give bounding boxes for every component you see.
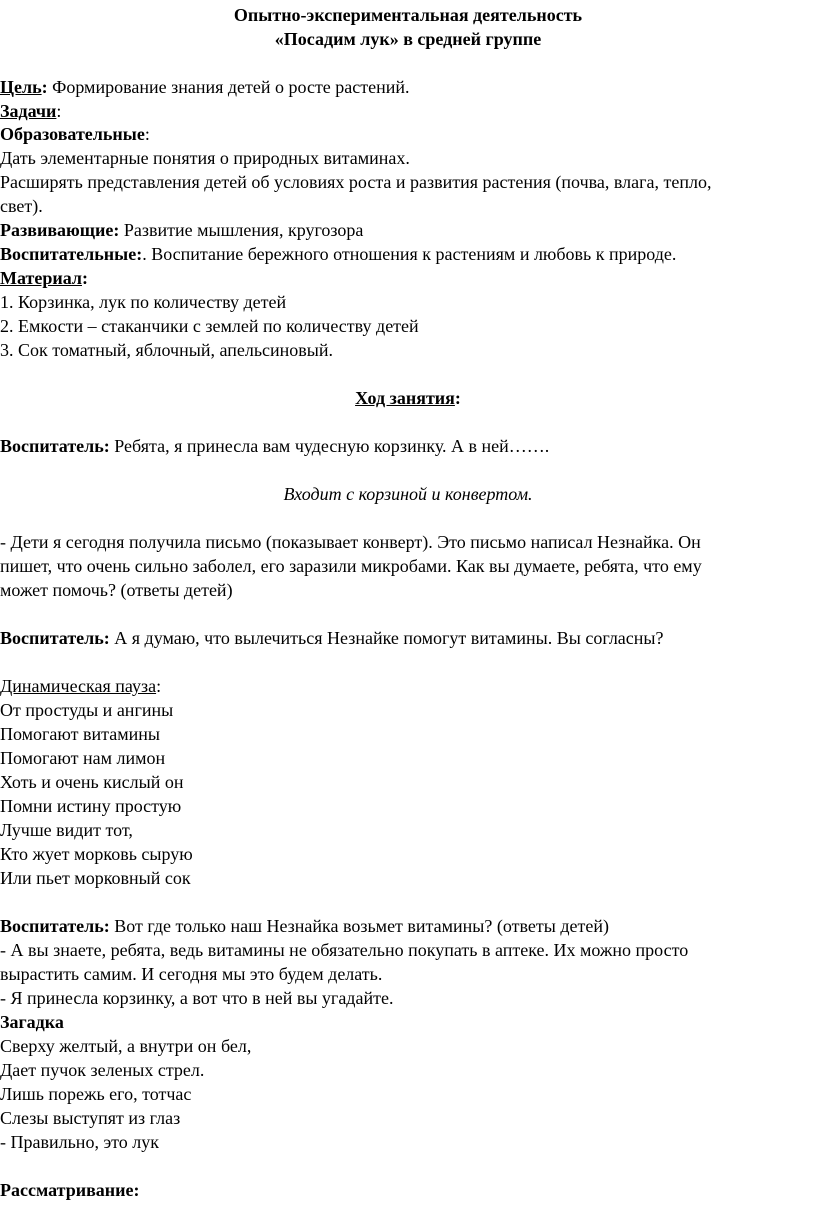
poem-line: Помогают витамины xyxy=(0,724,160,744)
material-item: 3. Сок томатный, яблочный, апельсиновый. xyxy=(0,340,334,360)
lesson-heading: Ход занятия: xyxy=(355,388,461,408)
riddle-line: Слезы выступят из глаз xyxy=(0,1108,181,1128)
material-heading: Материал: xyxy=(0,268,88,288)
goal-line: Цель: Формирование знания детей о росте растений. xyxy=(0,77,410,97)
material-item: 2. Емкости – стаканчики с землей по количеству детей xyxy=(0,316,419,336)
poem-line: Помогают нам лимон xyxy=(0,748,166,768)
poem-line: Хоть и очень кислый он xyxy=(0,772,184,792)
poem-line: Помни истину простую xyxy=(0,796,182,816)
educational-line-1: Дать элементарные понятия о природных витаминах. xyxy=(0,148,410,168)
teacher-paragraph-2: Воспитатель: А я думаю, что вылечиться Незнайке помогут витамины. Вы согласны? xyxy=(0,628,664,648)
dynamic-pause-heading: Динамическая пауза: xyxy=(0,676,162,696)
poem-line: Или пьет морковный сок xyxy=(0,868,191,888)
riddle-line: Лишь порежь его, тотчас xyxy=(0,1084,192,1104)
teacher-paragraph-3: Воспитатель: Вот где только наш Незнайка возьмет витамины? (ответы детей) xyxy=(0,916,609,936)
developing-line: Развивающие: Развитие мышления, кругозора xyxy=(0,220,364,240)
poem-line: От простуды и ангины xyxy=(0,700,174,720)
riddle-line: Сверху желтый, а внутри он бел, xyxy=(0,1036,252,1056)
upbringing-line: Воспитательные:. Воспитание бережного отношения к растениям и любовь к природе. xyxy=(0,244,677,264)
poem-line: Лучше видит тот, xyxy=(0,820,133,840)
tasks-heading: Задачи: xyxy=(0,101,62,121)
educational-line-3: свет). xyxy=(0,196,43,216)
educational-heading: Образовательные: xyxy=(0,124,150,144)
examination-heading: Рассматривание: xyxy=(0,1180,140,1200)
riddle-heading: Загадка xyxy=(0,1012,64,1032)
document-title-line-2: «Посадим лук» в средней группе xyxy=(274,29,542,49)
letter-paragraph-line-1: - Дети я сегодня получила письмо (показывает конверт). Это письмо написал Незнайка. Он xyxy=(0,532,701,552)
goal-label: Цель xyxy=(0,77,42,97)
basket-line: - Я принесла корзинку, а вот что в ней вы угадайте. xyxy=(0,988,394,1008)
stage-direction: Входит с корзиной и конвертом. xyxy=(283,484,533,504)
educational-line-2: Расширять представления детей об условиях роста и развития растения (почва, влага, тепло, xyxy=(0,172,712,192)
riddle-answer: - Правильно, это лук xyxy=(0,1132,160,1152)
material-item: 1. Корзинка, лук по количеству детей xyxy=(0,292,287,312)
vitamins-paragraph-line-1: - А вы знаете, ребята, ведь витамины не обязательно покупать в аптеке. Их можно просто xyxy=(0,940,689,960)
vitamins-paragraph-line-2: вырастить самим. И сегодня мы это будем делать. xyxy=(0,964,383,984)
riddle-line: Дает пучок зеленых стрел. xyxy=(0,1060,205,1080)
document-title-line-1: Опытно-экспериментальная деятельность xyxy=(233,5,583,25)
goal-text: Формирование знания детей о росте растений. xyxy=(47,77,410,97)
poem-line: Кто жует морковь сырую xyxy=(0,844,193,864)
teacher-paragraph-1: Воспитатель: Ребята, я принесла вам чудесную корзинку. А в ней……. xyxy=(0,436,550,456)
letter-paragraph-line-3: может помочь? (ответы детей) xyxy=(0,580,233,600)
letter-paragraph-line-2: пишет, что очень сильно заболел, его заразили микробами. Как вы думаете, ребята, что ему xyxy=(0,556,702,576)
